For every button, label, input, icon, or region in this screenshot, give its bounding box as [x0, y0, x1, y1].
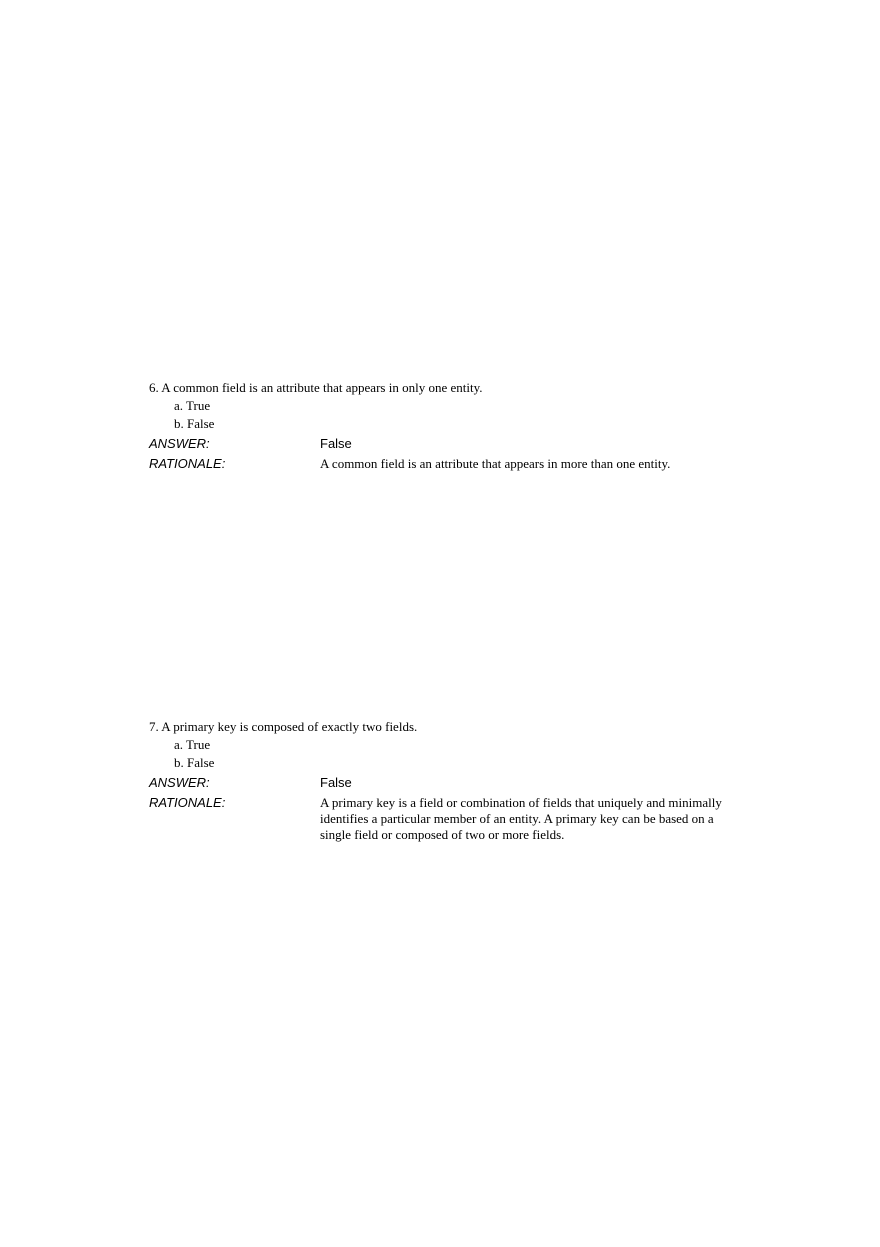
rationale-text: A primary key is a field or combination of fields that uniquely and minimally identifies a particular member of an entity. A primary key can be based on a single field or composed of two or more fields.: [320, 795, 722, 842]
rationale-text: A common field is an attribute that appears in more than one entity.: [320, 456, 671, 471]
answer-value: False: [320, 775, 352, 790]
rationale-row: [149, 794, 749, 843]
option-b: b. False: [174, 755, 215, 770]
option-a: a. True: [174, 737, 211, 752]
option-b: b. False: [174, 416, 215, 431]
rationale-row: [149, 455, 749, 472]
answer-row: [149, 435, 749, 453]
answer-label: ANSWER:: [149, 775, 210, 790]
rationale-label: RATIONALE:: [149, 795, 226, 810]
answer-value: False: [320, 436, 352, 451]
rationale-label: RATIONALE:: [149, 456, 226, 471]
question-7: [149, 718, 749, 843]
answer-label: ANSWER:: [149, 436, 210, 451]
option-a: a. True: [174, 398, 211, 413]
answer-row: [149, 774, 749, 792]
question-6: [149, 379, 749, 472]
question-stem: 7. A primary key is composed of exactly two fields.: [149, 719, 418, 734]
question-stem: 6. A common field is an attribute that appears in only one entity.: [149, 380, 483, 395]
